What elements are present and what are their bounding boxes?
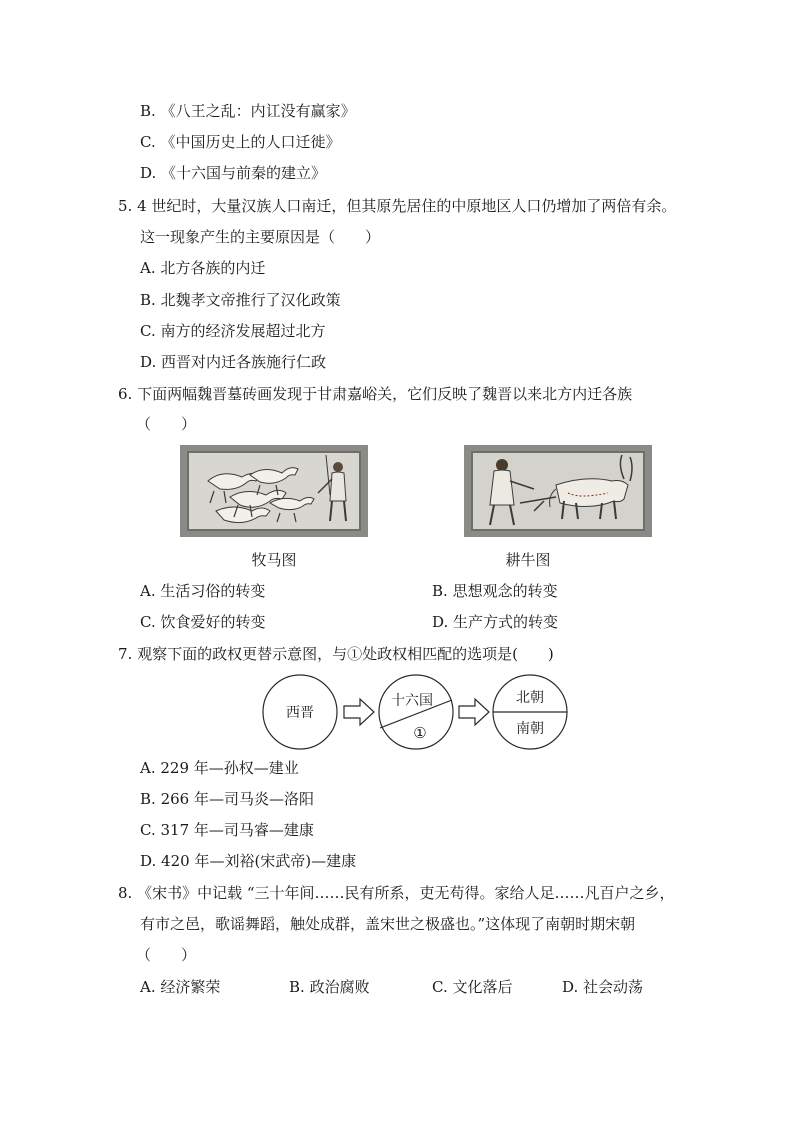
- q7-option-b: B. 266 年—司马炎—洛阳: [140, 790, 314, 808]
- q6-option-d: D. 生产方式的转变: [432, 613, 559, 631]
- circle-sixteen-kingdoms: 十六国: [391, 693, 433, 709]
- q5-stem-line2: 这一现象产生的主要原因是（ ）: [140, 228, 381, 246]
- caption-herding-horses: 牧马图: [251, 551, 297, 569]
- circle-northern-dynasties: 北朝: [516, 690, 544, 706]
- q6-stem-line1: 6. 下面两幅魏晋墓砖画发现于甘肃嘉峪关，它们反映了魏晋以来北方内迁各族: [118, 385, 633, 403]
- q4-option-b: B. 《八王之乱：内讧没有赢家》: [140, 102, 356, 120]
- circle-blank-marker: ①: [413, 724, 427, 742]
- herding-horses-painting: [180, 445, 368, 537]
- q5-option-b: B. 北魏孝文帝推行了汉化政策: [140, 291, 341, 309]
- caption-ploughing-ox: 耕牛图: [505, 551, 551, 569]
- q6-option-b: B. 思想观念的转变: [432, 582, 558, 600]
- q5-stem-line1: 5. 4 世纪时，大量汉族人口南迁，但其原先居住的中原地区人口仍增加了两倍有余。: [118, 197, 677, 215]
- q7-option-c: C. 317 年—司马睿—建康: [140, 821, 314, 839]
- q8-option-a: A. 经济繁荣: [140, 978, 221, 996]
- ploughing-ox-painting: [464, 445, 652, 537]
- q7-option-d: D. 420 年—刘裕(宋武帝)—建康: [140, 852, 357, 870]
- q6-stem-line2: （ ）: [136, 415, 197, 433]
- q5-option-d: D. 西晋对内迁各族施行仁政: [140, 353, 327, 371]
- q6-option-c: C. 饮食爱好的转变: [140, 613, 266, 631]
- circle-western-jin: 西晋: [286, 705, 314, 721]
- q6-option-a: A. 生活习俗的转变: [140, 582, 266, 600]
- q4-option-c: C. 《中国历史上的人口迁徙》: [140, 133, 341, 151]
- q4-option-d: D. 《十六国与前秦的建立》: [140, 164, 327, 182]
- q8-stem-line1: 8. 《宋书》中记载 “三十年间……民有所系，吏无苟得。家给人足……凡百户之乡，: [118, 884, 675, 902]
- q7-option-a: A. 229 年—孙权—建业: [140, 759, 299, 777]
- q5-option-c: C. 南方的经济发展超过北方: [140, 322, 326, 340]
- regime-succession-diagram: [258, 670, 578, 756]
- q8-option-d: D. 社会动荡: [562, 978, 644, 996]
- q5-option-a: A. 北方各族的内迁: [140, 259, 266, 277]
- q7-stem: 7. 观察下面的政权更替示意图，与①处政权相匹配的选项是( ): [118, 645, 554, 663]
- circle-southern-dynasties: 南朝: [516, 721, 544, 737]
- q8-stem-line2: 有市之邑，歌谣舞蹈，触处成群，盖宋世之极盛也。”这体现了南朝时期宋朝: [140, 915, 636, 933]
- q8-option-c: C. 文化落后: [432, 978, 513, 996]
- q8-stem-line3: （ ）: [136, 946, 197, 964]
- q8-option-b: B. 政治腐败: [289, 978, 370, 996]
